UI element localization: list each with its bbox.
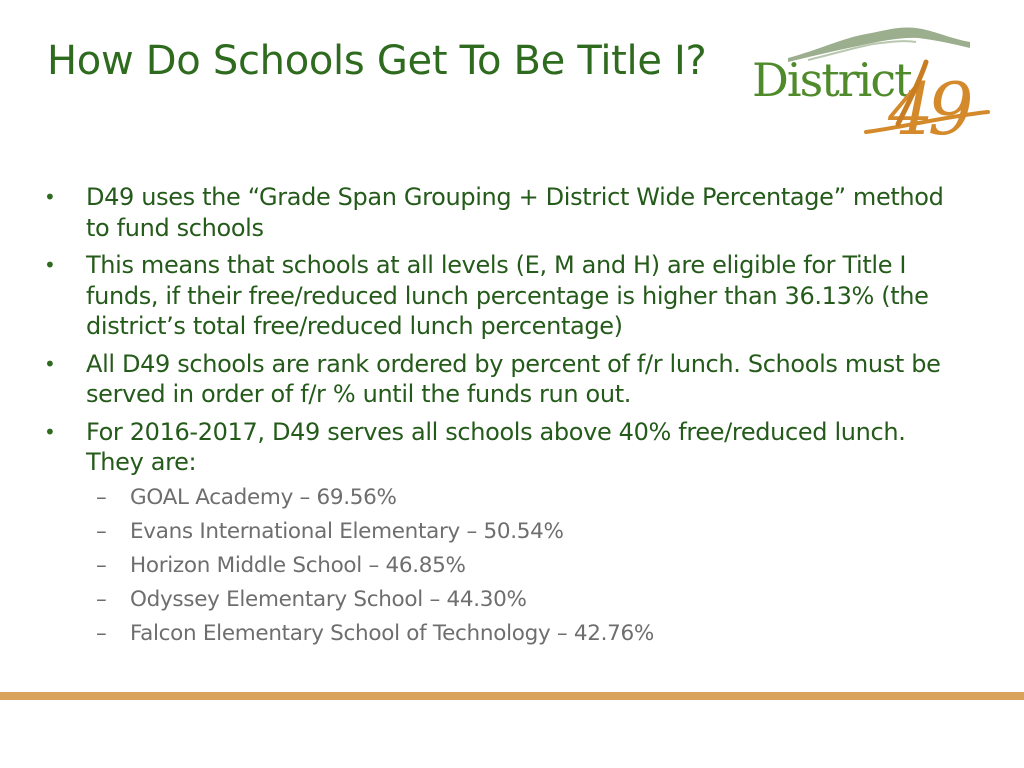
bullet-item-4 bbox=[44, 417, 944, 651]
dash-symbol: – bbox=[96, 518, 107, 544]
bullet-item-3 bbox=[44, 349, 944, 410]
bullet-item-2 bbox=[44, 250, 944, 342]
bullet-symbol: • bbox=[44, 419, 56, 444]
bullet-symbol: • bbox=[44, 185, 56, 209]
school-entry: Falcon Elementary School of Technology – 42.76% bbox=[130, 620, 655, 646]
dash-symbol: – bbox=[96, 484, 107, 510]
bullet-symbol: • bbox=[44, 253, 56, 277]
school-entry: GOAL Academy – 69.56% bbox=[130, 484, 397, 510]
dash-symbol: – bbox=[96, 552, 107, 578]
school-list-item bbox=[86, 617, 944, 651]
bullet-text: For 2016-2017, D49 serves all schools above 40% free/reduced lunch. They are: bbox=[86, 417, 906, 476]
school-entry: Horizon Middle School – 46.85% bbox=[130, 552, 466, 578]
school-entry: Evans International Elementary – 50.54% bbox=[130, 518, 564, 544]
logo-wordmark: District bbox=[752, 53, 911, 107]
bullet-symbol: • bbox=[44, 351, 56, 376]
dash-symbol: – bbox=[96, 620, 107, 646]
district-49-logo bbox=[748, 20, 1004, 152]
school-entry: Odyssey Elementary School – 44.30% bbox=[130, 586, 527, 612]
bullet-text: This means that schools at all levels (E, M and H) are eligible for Title I funds, if their free/reduced lunch percentage is higher than 36.13% (the district’s total free/reduced lunch percentage) bbox=[86, 251, 929, 340]
bullet-text: D49 uses the “Grade Span Grouping + District Wide Percentage” method to fund schools bbox=[86, 183, 944, 242]
slide-title: How Do Schools Get To Be Title I? bbox=[47, 38, 707, 84]
school-list-item bbox=[86, 583, 944, 617]
school-list bbox=[86, 481, 944, 651]
logo-number: 49 bbox=[888, 67, 968, 151]
school-list-item bbox=[86, 481, 944, 515]
bullet-text: All D49 schools are rank ordered by percent of f/r lunch. Schools must be served in order of f/r % until the funds run out. bbox=[86, 349, 941, 408]
bullet-item-1 bbox=[44, 182, 944, 243]
school-list-item bbox=[86, 515, 944, 549]
footer-accent-bar bbox=[0, 692, 1024, 700]
bullet-list bbox=[44, 182, 944, 658]
school-list-item bbox=[86, 549, 944, 583]
dash-symbol: – bbox=[96, 586, 107, 612]
